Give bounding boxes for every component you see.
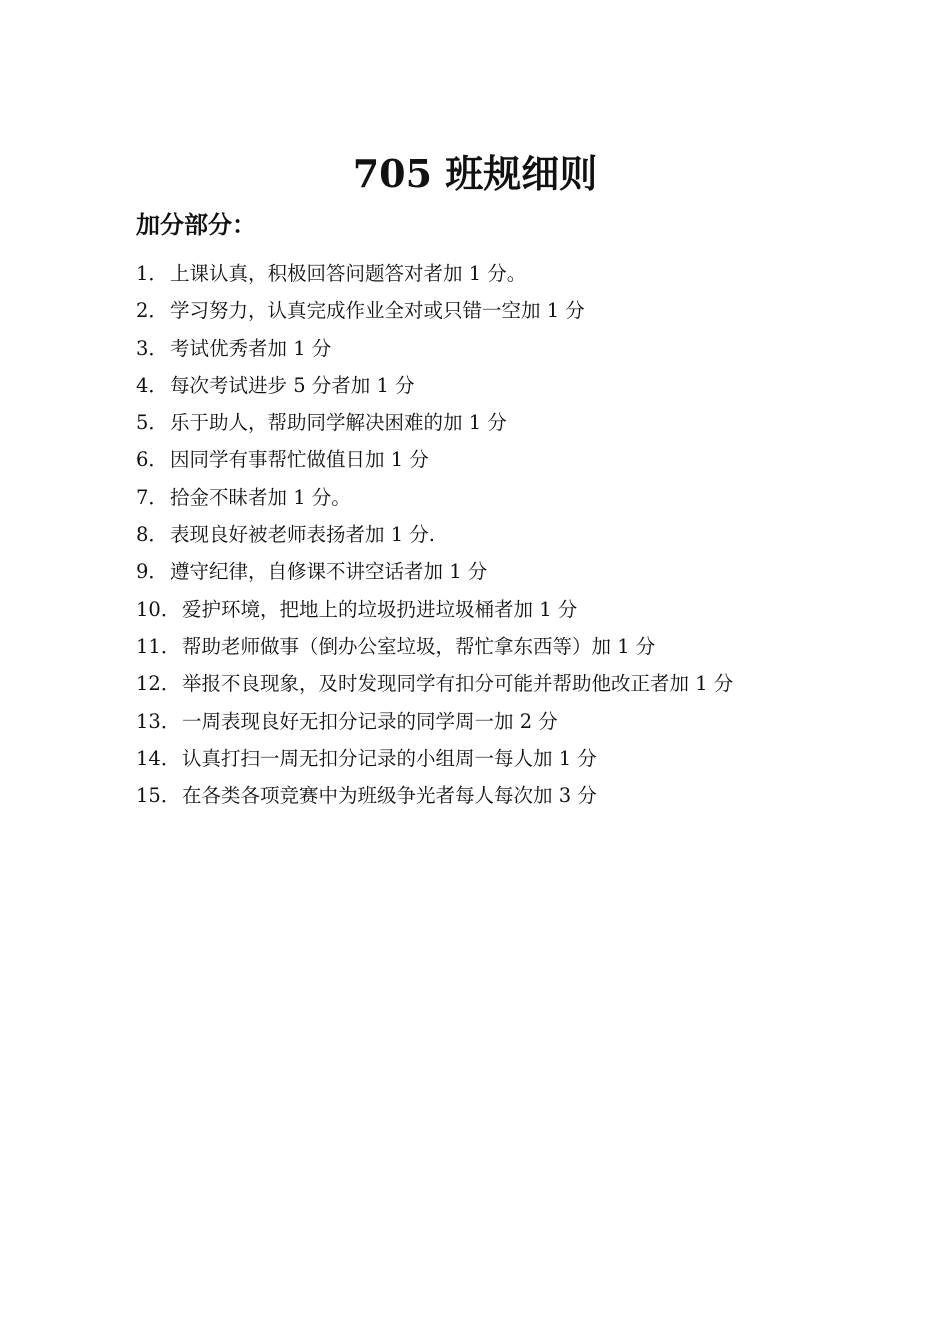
rule-text: 一周表现良好无扣分记录的同学周一加 2 分 <box>182 709 558 733</box>
rule-text: 考试优秀者加 1 分 <box>170 336 332 360</box>
rule-item <box>136 553 856 590</box>
rule-number: 13． <box>136 709 181 733</box>
rule-item <box>136 665 856 702</box>
rule-item <box>136 404 856 441</box>
rule-number: 12． <box>136 672 181 696</box>
rule-number: 1． <box>136 262 168 285</box>
rule-item <box>136 740 856 777</box>
rule-item <box>136 703 856 740</box>
rule-item <box>136 777 856 814</box>
rule-text: 因同学有事帮忙做值日加 1 分 <box>170 448 429 472</box>
rule-item <box>136 367 856 404</box>
rule-text: 表现良好被老师表扬者加 1 分. <box>170 523 436 547</box>
rule-number: 15． <box>136 784 181 808</box>
rule-text: 乐于助人，帮助同学解决困难的加 1 分 <box>170 411 507 435</box>
rule-item <box>136 591 856 628</box>
rule-number: 2． <box>136 299 168 323</box>
rule-item <box>136 255 856 292</box>
rule-text: 上课认真，积极回答问题答对者加 1 分。 <box>170 262 527 285</box>
rule-number: 11． <box>136 634 181 658</box>
rule-number: 8． <box>136 523 168 547</box>
rule-item <box>136 479 856 516</box>
section-heading-bonus: 加分部分： <box>136 210 256 239</box>
rule-text: 爱护环境，把地上的垃圾扔进垃圾桶者加 1 分 <box>182 597 578 621</box>
rule-text: 每次考试进步 5 分者加 1 分 <box>170 373 415 397</box>
rule-text: 拾金不昧者加 1 分。 <box>170 485 351 509</box>
rule-item <box>136 628 856 665</box>
rule-item <box>136 330 856 367</box>
rule-item <box>136 441 856 478</box>
rule-text: 帮助老师做事（倒办公室垃圾，帮忙拿东西等）加 1 分 <box>182 634 656 658</box>
rule-item <box>136 516 856 553</box>
rule-number: 7． <box>136 485 168 509</box>
rule-number: 4． <box>136 373 168 397</box>
document-title: 705 班规细则 <box>352 151 598 196</box>
rule-text: 在各类各项竞赛中为班级争光者每人每次加 3 分 <box>182 784 597 808</box>
rule-item <box>136 292 856 329</box>
rule-text: 举报不良现象，及时发现同学有扣分可能并帮助他改正者加 1 分 <box>182 672 734 696</box>
rule-number: 9． <box>136 560 168 584</box>
rule-number: 3． <box>136 336 168 360</box>
rule-text: 认真打扫一周无扣分记录的小组周一每人加 1 分 <box>182 746 597 770</box>
rule-text: 遵守纪律，自修课不讲空话者加 1 分 <box>170 560 488 584</box>
rules-list <box>136 255 856 814</box>
rule-number: 10． <box>136 597 181 621</box>
rule-number: 6． <box>136 448 168 472</box>
rule-text: 学习努力，认真完成作业全对或只错一空加 1 分 <box>170 299 585 323</box>
rule-number: 14． <box>136 746 181 770</box>
rule-number: 5． <box>136 411 168 435</box>
